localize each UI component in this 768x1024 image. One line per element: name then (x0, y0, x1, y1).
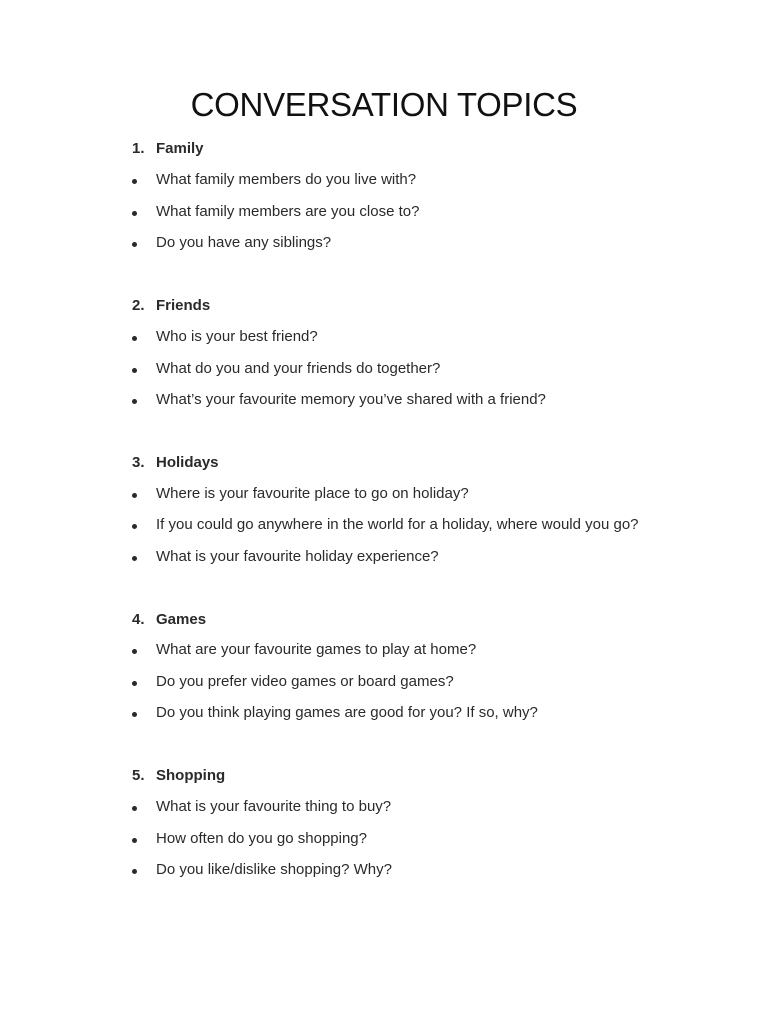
bullet-icon (132, 336, 137, 341)
question-text: Do you think playing games are good for you? If so, why? (156, 704, 538, 721)
section-title: Friends (156, 297, 211, 314)
question-text: Do you prefer video games or board games? (156, 673, 454, 690)
question-text: Who is your best friend? (156, 328, 318, 345)
bullet-icon (132, 556, 137, 561)
question-text: What’s your favourite memory you’ve shared with a friend? (156, 391, 546, 408)
section-number: 2. (132, 297, 145, 314)
section-heading (132, 767, 225, 789)
section-number: 5. (132, 767, 145, 784)
bullet-icon (132, 869, 137, 874)
section-title: Holidays (156, 454, 219, 471)
bullet-icon (132, 712, 137, 717)
section-heading (132, 454, 219, 476)
section-title: Family (156, 140, 204, 157)
bullet-icon (132, 179, 137, 184)
section-heading (132, 297, 210, 319)
bullet-icon (132, 399, 137, 404)
section-number: 1. (132, 140, 145, 157)
section-title: Games (156, 611, 207, 628)
bullet-icon (132, 211, 137, 216)
question-text: Where is your favourite place to go on holiday? (156, 485, 469, 502)
bullet-icon (132, 681, 137, 686)
section-heading (132, 140, 204, 162)
question-text: What do you and your friends do together? (156, 360, 441, 377)
question-text: What is your favourite thing to buy? (156, 798, 392, 815)
bullet-icon (132, 368, 137, 373)
section-title: Shopping (156, 767, 226, 784)
bullet-icon (132, 242, 137, 247)
section-number: 4. (132, 611, 145, 628)
bullet-icon (132, 806, 137, 811)
question-text: Do you have any siblings? (156, 234, 332, 251)
question-text: Do you like/dislike shopping? Why? (156, 861, 392, 878)
question-text: What family members are you close to? (156, 203, 420, 220)
question-text: What family members do you live with? (156, 171, 417, 188)
question-text: If you could go anywhere in the world for a holiday, where would you go? (156, 516, 639, 533)
bullet-icon (132, 524, 137, 529)
question-text: What are your favourite games to play at home? (156, 641, 477, 658)
bullet-icon (132, 649, 137, 654)
question-text: How often do you go shopping? (156, 830, 367, 847)
bullet-icon (132, 838, 137, 843)
question-text: What is your favourite holiday experience? (156, 548, 439, 565)
section-heading (132, 611, 206, 633)
bullet-icon (132, 493, 137, 498)
page-title: CONVERSATION TOPICS (190, 86, 578, 123)
section-number: 3. (132, 454, 145, 471)
